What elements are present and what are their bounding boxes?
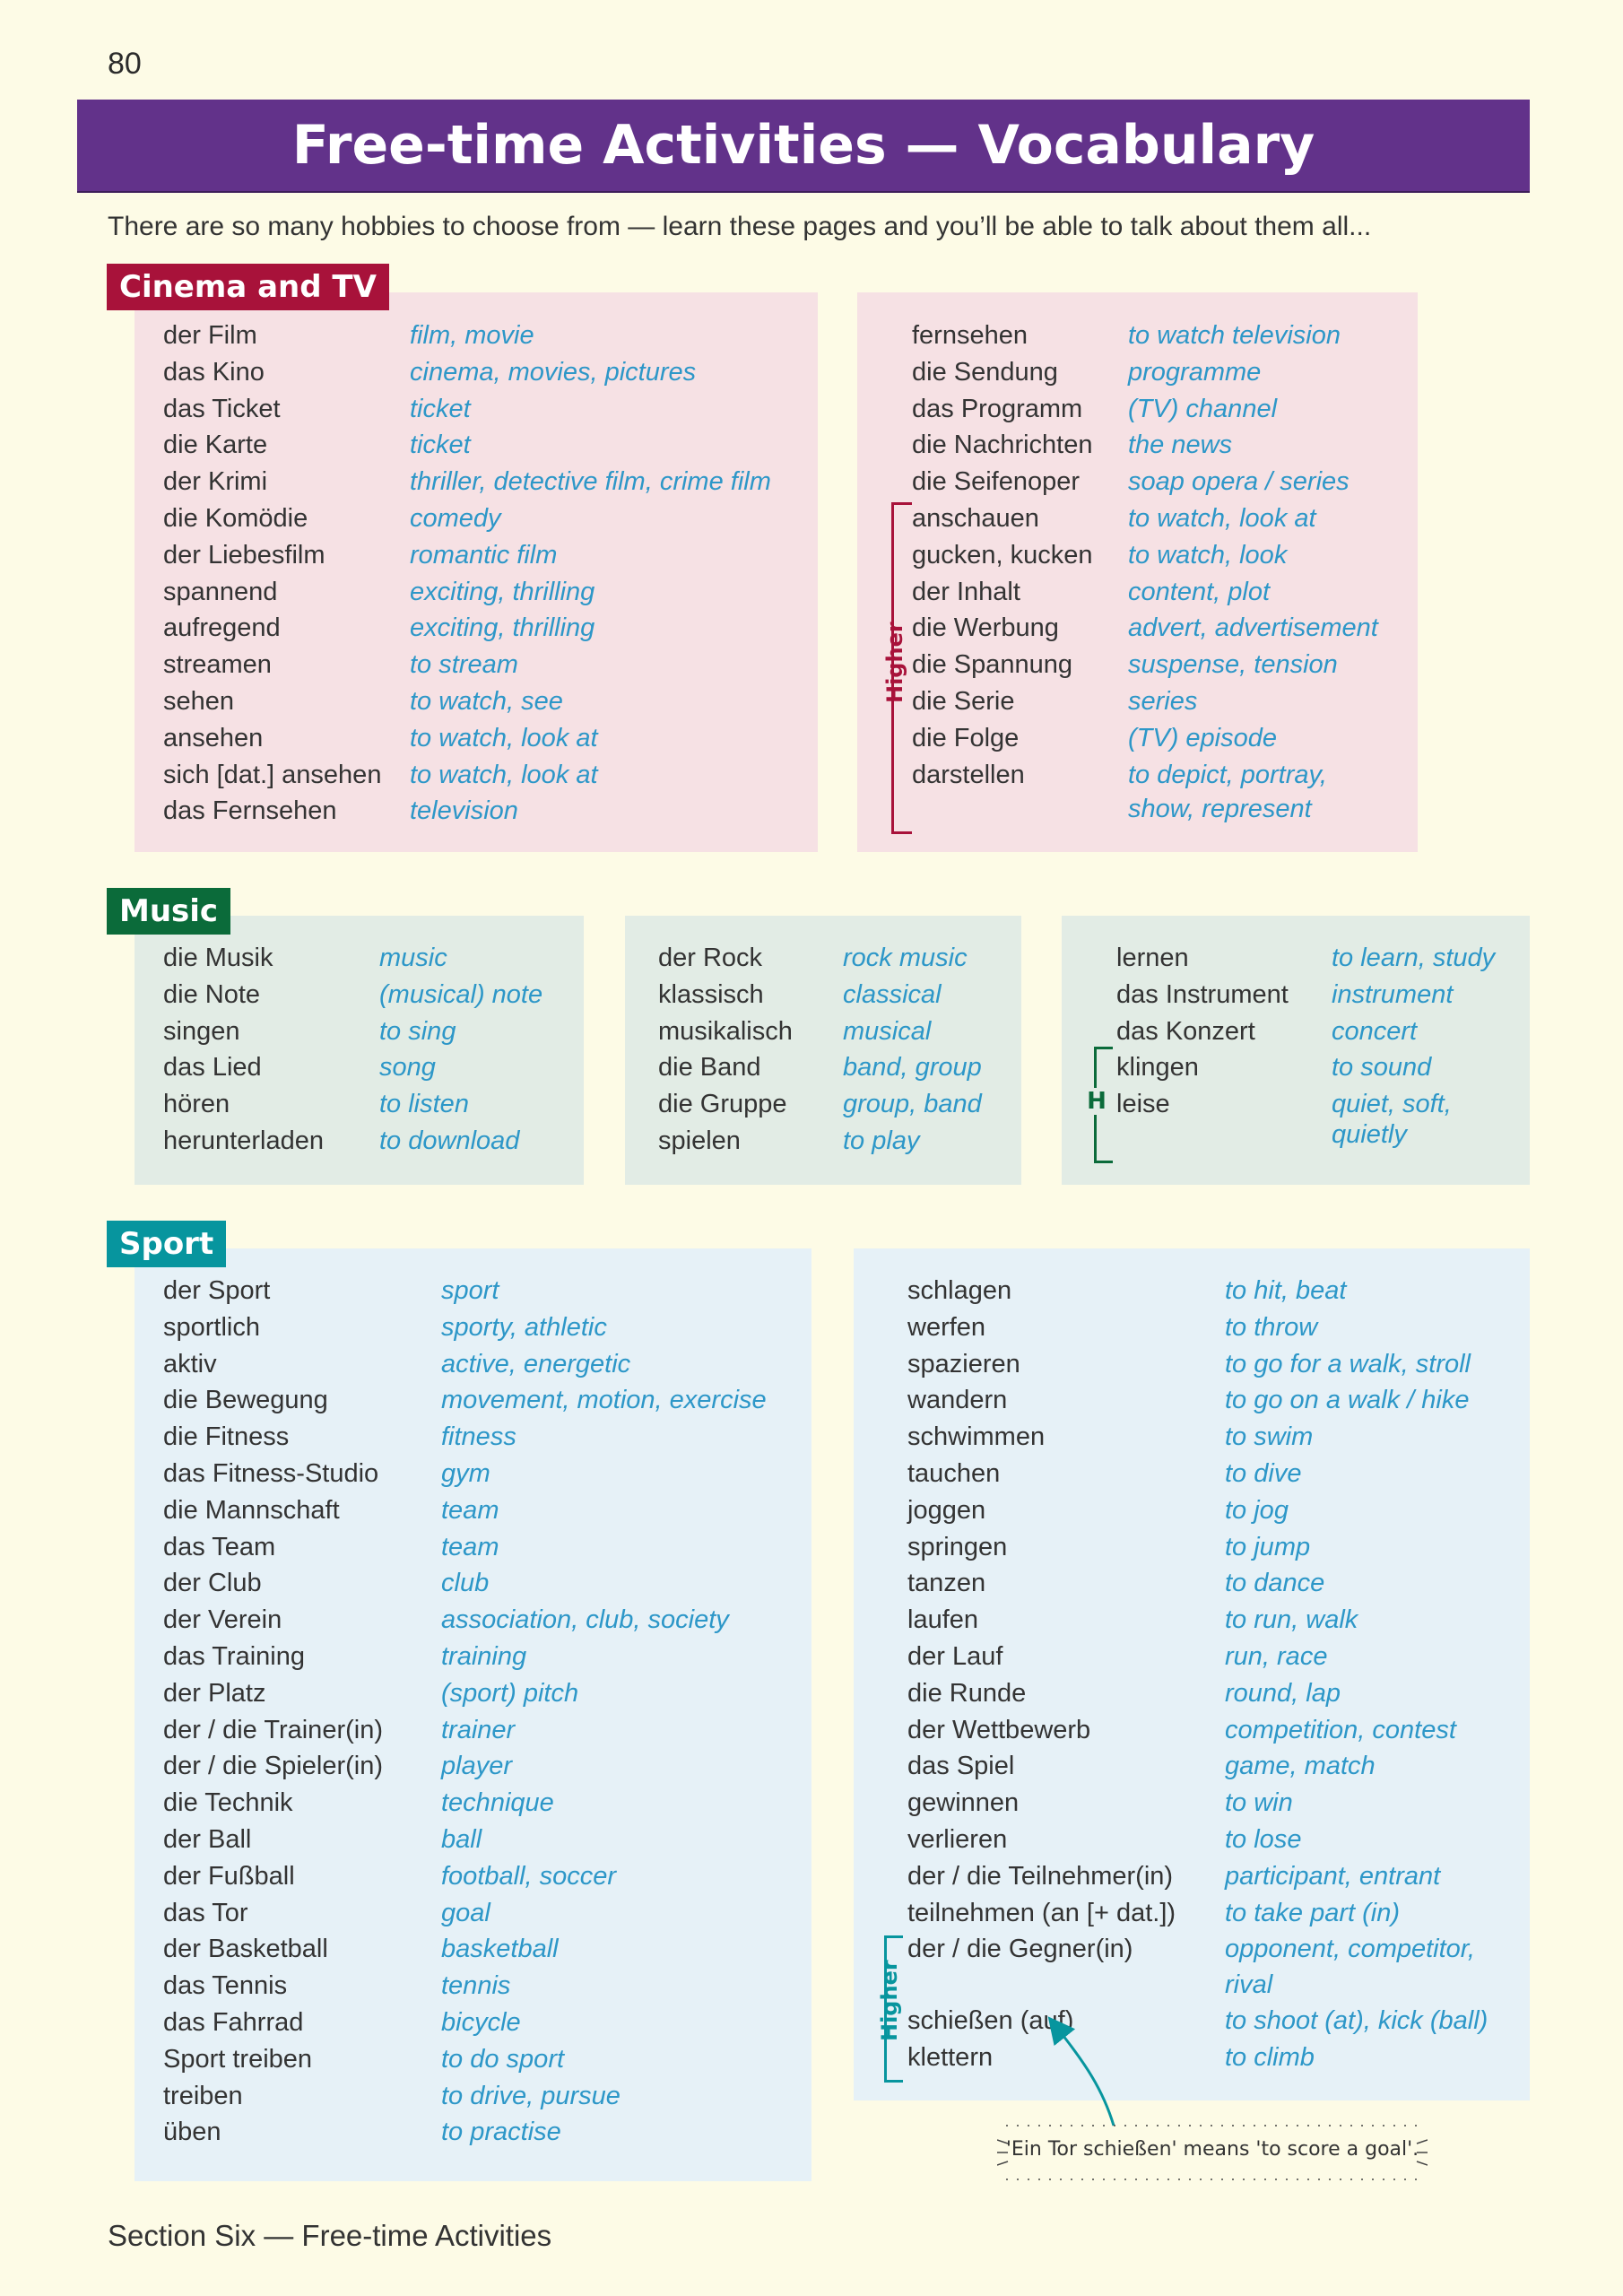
cinema-right-german-term: die Seifenoper bbox=[912, 467, 1081, 497]
sport-left-english-translation: active, energetic bbox=[441, 1349, 631, 1378]
cinema-right-english-translation: series bbox=[1128, 687, 1198, 716]
sport-left-english-translation: sport bbox=[441, 1276, 499, 1305]
music-col2-english-translation: to play bbox=[843, 1126, 920, 1155]
cinema-left-english-translation: ticket bbox=[410, 394, 471, 423]
sport-left-english-translation: goal bbox=[441, 1898, 490, 1927]
sport-right-german-term: schlagen bbox=[907, 1276, 1012, 1305]
sport-right-german-term: schießen (auf) bbox=[907, 2006, 1074, 2035]
page-number: 80 bbox=[108, 47, 142, 81]
music-col3-german-term: das Konzert bbox=[1116, 1016, 1255, 1046]
music-col1-english-translation: song bbox=[379, 1053, 436, 1083]
sport-higher-label: Higher bbox=[877, 1960, 902, 2041]
cinema-left-english-translation: film, movie bbox=[410, 321, 534, 350]
cinema-left-english-translation: ticket bbox=[410, 430, 471, 460]
music-col1-german-term: die Note bbox=[163, 979, 261, 1009]
sport-right-german-term: schwimmen bbox=[907, 1422, 1046, 1452]
cinema-left-english-translation: to watch, see bbox=[410, 687, 563, 716]
sport-right-german-term: der / die Gegner(in) bbox=[907, 1935, 1133, 1964]
sport-right-german-term: der Lauf bbox=[907, 1642, 1003, 1671]
sport-left-german-term: das Fahrrad bbox=[163, 2008, 304, 2037]
sport-tag: Sport bbox=[107, 1221, 226, 1267]
music-col2-german-term: klassisch bbox=[658, 979, 764, 1009]
sport-right-english-translation: game, match bbox=[1225, 1752, 1376, 1781]
sport-left-english-translation: (sport) pitch bbox=[441, 1678, 579, 1708]
sport-left-german-term: sportlich bbox=[163, 1312, 260, 1342]
music-col1-english-translation: to listen bbox=[379, 1090, 469, 1119]
cinema-right-german-term: das Programm bbox=[912, 394, 1083, 423]
sport-right-german-term: gewinnen bbox=[907, 1788, 1020, 1818]
music-col3-german-term: das Instrument bbox=[1116, 979, 1289, 1009]
sport-right-english-translation: rival bbox=[1225, 1970, 1273, 1999]
page-title: Free-time Activities — Vocabulary bbox=[77, 100, 1530, 191]
cinema-left-english-translation: romantic film bbox=[410, 540, 558, 570]
cinema-right-german-term: die Nachrichten bbox=[912, 430, 1093, 460]
sport-left-english-translation: training bbox=[441, 1642, 527, 1671]
sport-right-english-translation: to take part (in) bbox=[1225, 1898, 1401, 1927]
sport-right-german-term: teilnehmen (an [+ dat.]) bbox=[907, 1898, 1176, 1927]
music-col3-german-term: klingen bbox=[1116, 1053, 1199, 1083]
music-col2-german-term: musikalisch bbox=[658, 1016, 793, 1046]
sport-left-german-term: der Verein bbox=[163, 1605, 282, 1635]
cinema-right-english-translation: advert, advertisement bbox=[1128, 613, 1378, 643]
cinema-left-german-term: sich [dat.] ansehen bbox=[163, 760, 382, 789]
cinema-left-english-translation: television bbox=[410, 796, 518, 826]
sport-left-german-term: der Ball bbox=[163, 1825, 252, 1854]
cinema-right-english-translation: content, plot bbox=[1128, 577, 1270, 606]
sport-right-english-translation: to throw bbox=[1225, 1312, 1318, 1342]
cinema-left-german-term: der Krimi bbox=[163, 467, 268, 497]
music-col1-german-term: singen bbox=[163, 1016, 240, 1046]
sport-left-german-term: der Platz bbox=[163, 1678, 266, 1708]
cinema-left-german-term: der Film bbox=[163, 321, 257, 350]
sport-right-german-term: verlieren bbox=[907, 1825, 1008, 1854]
music-col2-english-translation: rock music bbox=[843, 944, 968, 972]
sport-left-english-translation: movement, motion, exercise bbox=[441, 1386, 767, 1415]
sport-right-english-translation: to win bbox=[1225, 1788, 1293, 1818]
music-col2-english-translation: musical bbox=[843, 1016, 932, 1046]
sport-right-english-translation: round, lap bbox=[1225, 1678, 1341, 1708]
sport-right-german-term: joggen bbox=[907, 1495, 986, 1525]
cinema-right-english-translation: to depict, portray, bbox=[1128, 760, 1327, 789]
music-col3-english-translation: quiet, soft, bbox=[1332, 1090, 1452, 1119]
sport-right-english-translation: to go on a walk / hike bbox=[1225, 1386, 1470, 1415]
sport-left-german-term: Sport treiben bbox=[163, 2044, 313, 2074]
cinema-right-german-term: die Folge bbox=[912, 723, 1020, 752]
sport-left-english-translation: bicycle bbox=[441, 2008, 521, 2037]
sport-right-german-term: das Spiel bbox=[907, 1752, 1015, 1781]
music-col1-german-term: die Musik bbox=[163, 944, 273, 972]
cinema-left-german-term: aufregend bbox=[163, 613, 281, 643]
sport-right-english-translation: to dance bbox=[1225, 1569, 1325, 1598]
cinema-left-german-term: die Karte bbox=[163, 430, 268, 460]
sport-right-english-translation: to swim bbox=[1225, 1422, 1314, 1452]
cinema-left-german-term: das Ticket bbox=[163, 394, 281, 423]
note-box bbox=[997, 2122, 1428, 2183]
cinema-left-german-term: streamen bbox=[163, 650, 272, 680]
sport-left-english-translation: trainer bbox=[441, 1715, 516, 1744]
sport-left-german-term: der Fußball bbox=[163, 1861, 295, 1891]
music-col1-english-translation: (musical) note bbox=[379, 979, 543, 1009]
cinema-right-english-translation: the news bbox=[1128, 430, 1233, 460]
sport-right-english-translation: to lose bbox=[1225, 1825, 1302, 1854]
sport-left-english-translation: player bbox=[441, 1752, 512, 1781]
cinema-left-english-translation: thriller, detective film, crime film bbox=[410, 467, 771, 497]
note-arrow-icon bbox=[1040, 2009, 1148, 2135]
cinema-right-german-term: die Werbung bbox=[912, 613, 1059, 643]
music-col2-english-translation: classical bbox=[843, 979, 942, 1009]
sport-right-german-term: spazieren bbox=[907, 1349, 1020, 1378]
sport-right-german-term: der Wettbewerb bbox=[907, 1715, 1091, 1744]
sport-right-german-term: wandern bbox=[907, 1386, 1008, 1415]
cinema-left-english-translation: to watch, look at bbox=[410, 760, 598, 789]
music-col3-german-term: lernen bbox=[1116, 944, 1189, 972]
sport-left-english-translation: team bbox=[441, 1495, 499, 1525]
sport-right-english-translation: to go for a walk, stroll bbox=[1225, 1349, 1471, 1378]
cinema-right-english-translation: to watch television bbox=[1128, 321, 1341, 350]
sport-right-german-term: die Runde bbox=[907, 1678, 1027, 1708]
sport-left-english-translation: to drive, pursue bbox=[441, 2081, 621, 2110]
sport-left-german-term: das Training bbox=[163, 1642, 305, 1671]
sport-left-german-term: der / die Trainer(in) bbox=[163, 1715, 383, 1744]
sport-left-english-translation: ball bbox=[441, 1825, 482, 1854]
sport-left-english-translation: association, club, society bbox=[441, 1605, 729, 1635]
sport-right-english-translation: opponent, competitor, bbox=[1225, 1935, 1475, 1964]
sport-left-english-translation: basketball bbox=[441, 1935, 559, 1964]
sport-right-german-term: springen bbox=[907, 1532, 1008, 1561]
cinema-left-german-term: die Komödie bbox=[163, 504, 308, 533]
cinema-right-german-term: der Inhalt bbox=[912, 577, 1020, 606]
cinema-left-english-translation: to watch, look at bbox=[410, 723, 598, 752]
music-col1-german-term: hören bbox=[163, 1090, 230, 1119]
music-col2-english-translation: band, group bbox=[843, 1053, 982, 1083]
sport-left-german-term: üben bbox=[163, 2118, 221, 2147]
sport-right-english-translation: to climb bbox=[1225, 2042, 1315, 2072]
sport-left-english-translation: football, soccer bbox=[441, 1861, 617, 1891]
cinema-right-english-translation: programme bbox=[1128, 357, 1262, 387]
sport-left-english-translation: team bbox=[441, 1532, 499, 1561]
music-higher-label: H bbox=[1085, 1088, 1108, 1115]
cinema-right-english-translation: suspense, tension bbox=[1128, 650, 1338, 680]
sport-left-german-term: das Tennis bbox=[163, 1971, 288, 2001]
cinema-right-german-term: die Serie bbox=[912, 687, 1015, 716]
sport-left-english-translation: sporty, athletic bbox=[441, 1312, 607, 1342]
cinema-left-english-translation: to stream bbox=[410, 650, 518, 680]
sport-right-german-term: klettern bbox=[907, 2042, 994, 2072]
music-col3-english-translation: to sound bbox=[1332, 1053, 1432, 1083]
note-text: 'Ein Tor schießen' means 'to score a goal'. bbox=[1005, 2138, 1419, 2161]
sport-right-english-translation: run, race bbox=[1225, 1642, 1328, 1671]
music-col1-german-term: herunterladen bbox=[163, 1126, 324, 1155]
cinema-right-german-term: die Spannung bbox=[912, 650, 1072, 680]
sport-left-german-term: der Sport bbox=[163, 1276, 271, 1305]
sport-right-english-translation: competition, contest bbox=[1225, 1715, 1456, 1744]
sport-left-german-term: treiben bbox=[163, 2081, 243, 2110]
sport-left-german-term: der / die Spieler(in) bbox=[163, 1752, 383, 1781]
sport-right-english-translation: to jump bbox=[1225, 1532, 1311, 1561]
music-col2-german-term: der Rock bbox=[658, 944, 763, 972]
sport-left-english-translation: club bbox=[441, 1569, 490, 1598]
cinema-right-german-term: darstellen bbox=[912, 760, 1025, 789]
music-col3-english-translation: to learn, study bbox=[1332, 944, 1496, 972]
cinema-right-english-translation: soap opera / series bbox=[1128, 467, 1350, 497]
sport-left-english-translation: to do sport bbox=[441, 2044, 565, 2074]
music-col2-german-term: die Band bbox=[658, 1053, 761, 1083]
sport-right-english-translation: to run, walk bbox=[1225, 1605, 1358, 1635]
music-col2-english-translation: group, band bbox=[843, 1090, 982, 1119]
cinema-left-german-term: das Kino bbox=[163, 357, 265, 387]
music-col3-english-translation: concert bbox=[1332, 1016, 1418, 1046]
cinema-right-english-translation: to watch, look at bbox=[1128, 504, 1316, 533]
music-col1-german-term: das Lied bbox=[163, 1053, 262, 1083]
sport-left-german-term: der Basketball bbox=[163, 1935, 328, 1964]
cinema-right-german-term: anschauen bbox=[912, 504, 1039, 533]
sport-right-english-translation: to dive bbox=[1225, 1459, 1302, 1488]
music-tag: Music bbox=[107, 888, 230, 935]
sport-right-english-translation: participant, entrant bbox=[1225, 1861, 1441, 1891]
sport-right-german-term: werfen bbox=[907, 1312, 986, 1342]
music-col2-german-term: die Gruppe bbox=[658, 1090, 787, 1119]
cinema-right-english-translation: show, represent bbox=[1128, 795, 1312, 823]
cinema-left-english-translation: exciting, thrilling bbox=[410, 613, 595, 643]
music-col1-english-translation: music bbox=[379, 944, 447, 972]
sport-left-german-term: der Club bbox=[163, 1569, 262, 1598]
cinema-left-german-term: sehen bbox=[163, 687, 235, 716]
cinema-left-english-translation: comedy bbox=[410, 504, 501, 533]
cinema-right-english-translation: to watch, look bbox=[1128, 540, 1288, 570]
cinema-left-german-term: der Liebesfilm bbox=[163, 540, 325, 570]
cinema-higher-label: Higher bbox=[882, 622, 907, 703]
music-col2-german-term: spielen bbox=[658, 1126, 741, 1155]
music-col3-english-translation: instrument bbox=[1332, 979, 1454, 1009]
sport-left-german-term: die Bewegung bbox=[163, 1386, 328, 1415]
sport-right-english-translation: to hit, beat bbox=[1225, 1276, 1347, 1305]
sport-left-german-term: die Fitness bbox=[163, 1422, 290, 1452]
sport-right-english-translation: to jog bbox=[1225, 1495, 1289, 1525]
sport-left-german-term: das Team bbox=[163, 1532, 276, 1561]
sport-left-english-translation: to practise bbox=[441, 2118, 561, 2147]
sport-right-english-translation: to shoot (at), kick (ball) bbox=[1225, 2006, 1488, 2035]
sport-left-german-term: aktiv bbox=[163, 1349, 217, 1378]
cinema-left-german-term: spannend bbox=[163, 577, 278, 606]
cinema-left-english-translation: exciting, thrilling bbox=[410, 577, 595, 606]
cinema-right-german-term: die Sendung bbox=[912, 357, 1058, 387]
cinema-left-english-translation: cinema, movies, pictures bbox=[410, 357, 697, 387]
sport-left-german-term: das Fitness-Studio bbox=[163, 1459, 379, 1488]
sport-right-german-term: der / die Teilnehmer(in) bbox=[907, 1861, 1174, 1891]
footer-text: Section Six — Free-time Activities bbox=[108, 2219, 552, 2252]
sport-left-german-term: die Technik bbox=[163, 1788, 293, 1818]
sport-right-german-term: tanzen bbox=[907, 1569, 986, 1598]
intro-text: There are so many hobbies to choose from — learn these pages and you’ll be able to talk about them all... bbox=[108, 212, 1372, 241]
cinema-tv-tag: Cinema and TV bbox=[107, 264, 389, 310]
sport-left-english-translation: tennis bbox=[441, 1971, 511, 2001]
cinema-right-english-translation: (TV) channel bbox=[1128, 394, 1278, 423]
cinema-left-german-term: ansehen bbox=[163, 723, 264, 752]
cinema-right-german-term: gucken, kucken bbox=[912, 540, 1093, 570]
cinema-right-german-term: fernsehen bbox=[912, 321, 1028, 350]
cinema-left-german-term: das Fernsehen bbox=[163, 796, 337, 826]
sport-left-english-translation: gym bbox=[441, 1459, 490, 1488]
sport-left-german-term: das Tor bbox=[163, 1898, 248, 1927]
sport-left-german-term: die Mannschaft bbox=[163, 1495, 340, 1525]
sport-left-english-translation: technique bbox=[441, 1788, 554, 1818]
music-col3-english-translation: quietly bbox=[1332, 1120, 1407, 1149]
sport-right-german-term: tauchen bbox=[907, 1459, 1001, 1488]
music-col1-english-translation: to download bbox=[379, 1126, 520, 1155]
cinema-right-english-translation: (TV) episode bbox=[1128, 723, 1278, 752]
music-col3-german-term: leise bbox=[1116, 1090, 1170, 1119]
sport-right-german-term: laufen bbox=[907, 1605, 979, 1635]
music-col1-english-translation: to sing bbox=[379, 1016, 456, 1046]
sport-left-english-translation: fitness bbox=[441, 1422, 516, 1452]
